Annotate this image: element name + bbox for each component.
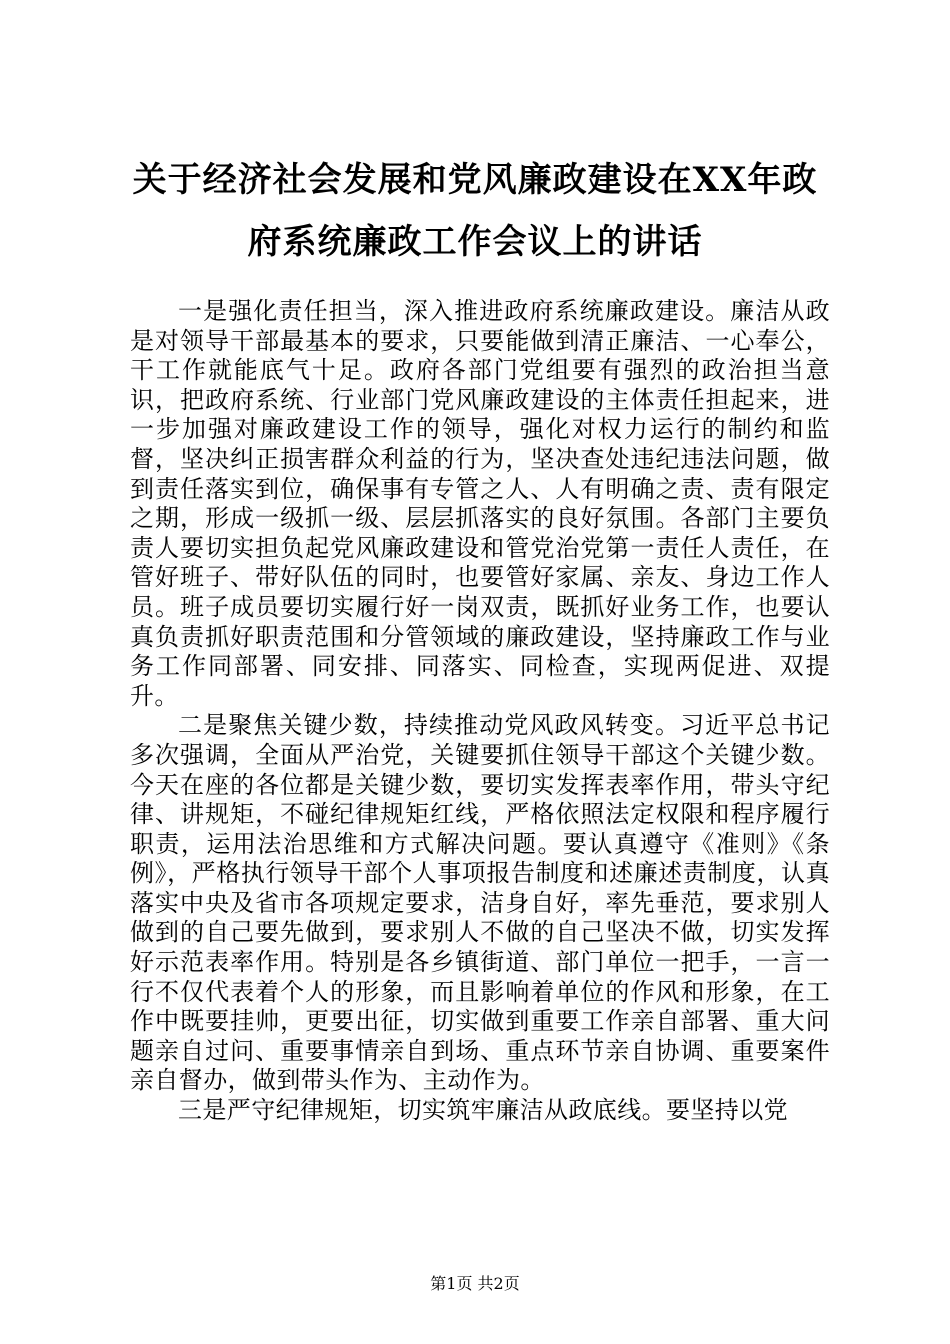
paragraph-3: 三是严守纪律规矩，切实筑牢廉洁从政底线。要坚持以党 — [178, 1096, 788, 1125]
paragraph-1: 一是强化责任担当，深入推进政府系统廉政建设。廉洁从政是对领导干部最基本的要求，只要能做到清正廉洁、一心奉公，干工作就能底气十足。政府各部门党组要有强烈的政治担当意识，把政府系统、行业部门党风廉政建设的主体责任担起来，进一步加强对廉政建设工作的领导，强化对权力运行的制约和监督，坚决纠正损害群众利益的行为，坚决查处违纪违法问题，做到责任落实到位，确保事有专管之人、人有明确之责、责有限定之期，形成一级抓一级、层层抓落实的良好氛围。各部门主要负责人要切实担负起党风廉政建设和管党治党第一责任人责任，在管好班子、带好队伍的同时，也要管好家属、亲友、身边工作人员。班子成员要切实履行好一岗双责，既抓好业务工作，也要认真负责抓好职责范围和分管领域的廉政建设，坚持廉政工作与业务工作同部署、同安排、同落实、同检查，实现两促进、双提升。 — [130, 297, 830, 710]
document-body — [130, 297, 830, 1126]
document-title-line-1: 关于经济社会发展和党风廉政建设在XX年政 — [132, 160, 818, 200]
paragraph-2: 二是聚焦关键少数，持续推动党风政风转变。习近平总书记多次强调，全面从严治党，关键要抓住领导干部这个关键少数。今天在座的各位都是关键少数，要切实发挥表率作用，带头守纪律、讲规矩，不碰纪律规矩红线，严格依照法定权限和程序履行职责，运用法治思维和方式解决问题。要认真遵守《准则》《条例》，严格执行领导干部个人事项报告制度和述廉述责制度，认真落实中央及省市各项规定要求，洁身自好，率先垂范，要求别人做到的自己要先做到，要求别人不做的自己坚决不做，切实发挥好示范表率作用。特别是各乡镇街道、部门单位一把手，一言一行不仅代表着个人的形象，而且影响着单位的作风和形象，在工作中既要挂帅，更要出征，切实做到重要工作亲自部署、重大问题亲自过问、重要事情亲自到场、重点环节亲自协调、重要案件亲自督办，做到带头作为、主动作为。 — [130, 711, 830, 1095]
document-title-line-2: 府系统廉政工作会议上的讲话 — [247, 222, 703, 262]
page-footer: 第1页 共2页 — [430, 1274, 520, 1293]
